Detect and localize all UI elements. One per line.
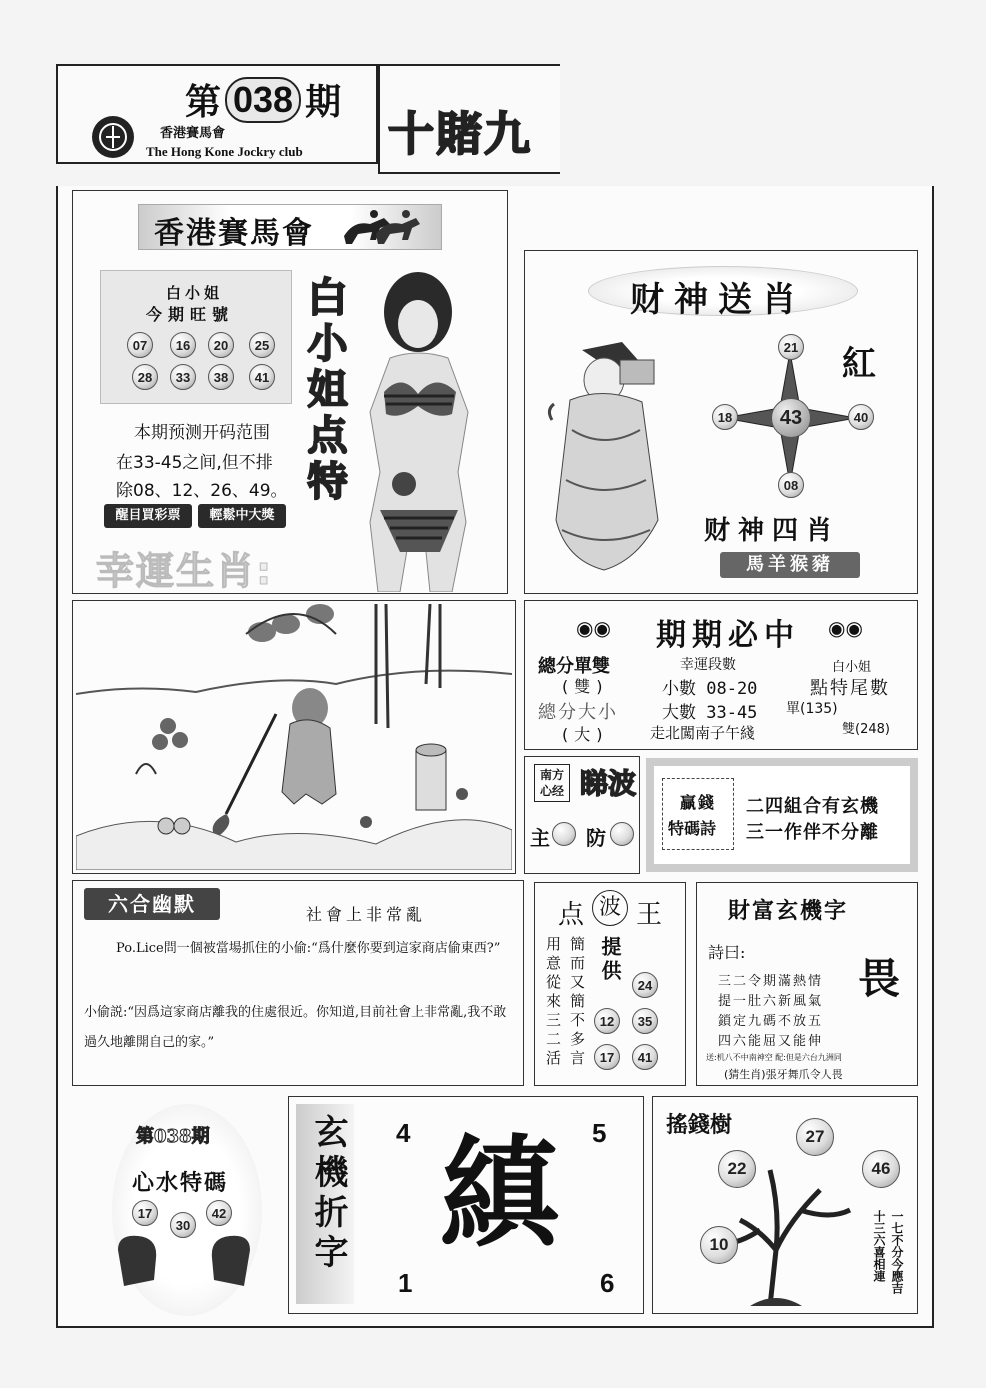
caishen-bottom-ball: 08	[778, 472, 804, 498]
xuanji-num-tr: 5	[592, 1118, 607, 1148]
qiqi-row2-b: 小數 08-20	[662, 679, 758, 699]
money-tree-image	[690, 1130, 860, 1306]
xuanji-label: 玄機折字	[308, 1114, 348, 1274]
caifu-guess: (猜生肖)張牙舞爪令人畏	[724, 1068, 843, 1081]
xuanji-num-bl: 1	[398, 1268, 413, 1298]
tree-side-text-2: 十三六喜相連	[872, 1210, 886, 1282]
dianbo-ball: 35	[632, 1008, 658, 1034]
xuanji-num-br: 6	[600, 1268, 615, 1298]
caifu-line-1: 三二令期滿熱情	[718, 974, 824, 989]
tree-ball: 46	[862, 1150, 900, 1188]
poem-label-1: 贏錢	[680, 793, 717, 812]
qiqi-row1-a: 總分單雙	[538, 656, 610, 677]
hkjc-number-ball: 28	[132, 364, 158, 390]
qiqi-row3-b: 大數 33-45	[662, 703, 758, 723]
qiqi-row4-a: (大)	[562, 725, 609, 744]
xinshui-ball: 30	[170, 1212, 196, 1238]
hkjc-number-ball: 33	[170, 364, 196, 390]
qiqi-row2-c: 點特尾數	[810, 678, 890, 699]
dianbo-title-2: 波	[592, 890, 628, 926]
caishen-title: 财神送肖	[630, 280, 806, 320]
poem-line-1: 二四組合有玄機	[746, 796, 879, 817]
range-line-3: 除08、12、26、49。	[116, 481, 288, 501]
poem-line-2: 三一作伴不分離	[746, 822, 879, 843]
xinshui-ball: 17	[132, 1200, 158, 1226]
poem-label-box	[662, 778, 734, 850]
range-line-1: 本期预测开码范围	[134, 423, 270, 443]
nanfang-main: 主	[530, 826, 550, 850]
tree-side-text-1: 一七不分今應吉	[890, 1210, 904, 1294]
decor-balls-left: ◉◉	[576, 616, 611, 640]
tree-ball: 22	[718, 1150, 756, 1188]
qiqi-row4-b: 走北闖南子午綫	[650, 724, 756, 742]
tree-ball: 10	[700, 1226, 738, 1264]
caishen-center-ball: 43	[771, 398, 811, 438]
caishen-left-ball: 18	[712, 404, 738, 430]
xinshui-ball: 42	[206, 1200, 232, 1226]
horse-racing-icon	[340, 206, 424, 252]
slogan-2: 輕鬆中大獎	[198, 504, 286, 528]
dianbo-ball: 41	[632, 1044, 658, 1070]
caifu-poem-label: 詩曰:	[708, 943, 746, 962]
humor-para-1: Po.Lice問一個被當場抓住的小偷:“爲什麼你要到這家商店偷東西?”	[116, 941, 501, 956]
humor-subtitle: 社會上非常亂	[306, 905, 427, 924]
slogan-1: 醒目買彩票	[104, 504, 192, 528]
miss-title-1: 白小姐	[166, 284, 224, 302]
dianbo-col-1: 簡而又簡不多言	[568, 936, 586, 1069]
issue-number: 038	[225, 77, 301, 123]
nanfang-tag: 南方心经	[534, 764, 570, 802]
qiqi-row1-b: 幸運段數	[680, 657, 736, 673]
xinshui-tag: 第038期	[136, 1126, 210, 1147]
poem-label-2: 特碼詩	[668, 819, 717, 838]
caishen-color-label: 紅	[842, 344, 876, 384]
xuanji-big-char: 縝	[440, 1123, 560, 1264]
four-zodiac-label: 财神四肖	[704, 516, 841, 546]
hkjc-number-ball: 20	[208, 332, 234, 358]
qiqi-row1-c: 白小姐	[832, 660, 872, 675]
nanfang-main-ball	[552, 822, 576, 846]
caishen-god-image	[542, 320, 672, 582]
issue-suffix: 期	[305, 81, 342, 123]
banner-text: 十賭九	[388, 107, 532, 161]
hkjc-number-ball: 38	[208, 364, 234, 390]
dianbo-title-3: 王	[636, 900, 663, 930]
caifu-line-2: 提一肚六新風氣	[718, 994, 824, 1009]
tree-title: 搖錢樹	[666, 1112, 733, 1138]
miss-vertical-title: 白小姐点特	[301, 276, 348, 506]
caishen-right-ball: 40	[848, 404, 874, 430]
nanfang-defend-ball	[610, 822, 634, 846]
qiqi-row3-c: 單(135)	[786, 701, 838, 717]
decor-balls-right: ◉◉	[828, 616, 863, 640]
dianbo-ball: 17	[594, 1044, 620, 1070]
qiqi-title: 期期必中	[656, 618, 800, 653]
qiqi-row2-a: (雙)	[562, 677, 609, 696]
dianbo-title-1: 点	[558, 900, 585, 930]
dianbo-ball: 12	[594, 1008, 620, 1034]
four-zodiac-value: 馬羊猴豬	[720, 552, 860, 578]
range-line-2: 在33-45之间,但不排	[116, 453, 273, 473]
caifu-big-char: 畏	[858, 954, 901, 1003]
dianbo-col-2: 用意從來三二活	[544, 936, 562, 1069]
boxing-gloves-icon	[114, 1230, 254, 1298]
tree-ball: 27	[796, 1118, 834, 1156]
qiqi-row3-a: 總分大小	[538, 702, 618, 723]
xuanji-num-tl: 4	[396, 1118, 411, 1148]
cartoon-illustration	[76, 604, 512, 870]
caishen-top-ball: 21	[778, 334, 804, 360]
issue-prefix: 第	[185, 81, 222, 123]
caifu-note: 送:机八不中南神空 配:但是六台九洲同	[706, 1053, 842, 1062]
xinshui-title: 心水特碼	[132, 1170, 229, 1196]
miss-title-2: 今期旺號	[146, 305, 235, 324]
hkjc-logo	[92, 116, 134, 158]
hkjc-number-ball: 41	[249, 364, 275, 390]
caifu-line-3: 鎖定九碼不放五	[718, 1014, 824, 1029]
nanfang-title: 睇波	[580, 767, 637, 800]
nanfang-defend: 防	[586, 826, 606, 850]
club-name-en: The Hong Kone Jockry club	[146, 144, 303, 159]
club-name-cn: 香港賽馬會	[160, 126, 226, 141]
hkjc-number-ball: 25	[249, 332, 275, 358]
hkjc-number-ball: 07	[127, 332, 153, 358]
model-figure-image	[340, 262, 500, 592]
humor-tag: 六合幽默	[84, 888, 220, 920]
qiqi-row4-c: 雙(248)	[842, 722, 890, 737]
hkjc-number-ball: 16	[170, 332, 196, 358]
caifu-line-4: 四六能屈又能伸	[718, 1034, 824, 1049]
issue-title	[185, 74, 341, 125]
dianbo-provide: 提供	[598, 936, 622, 984]
caifu-title: 財富玄機字	[728, 898, 849, 924]
dianbo-ball: 24	[632, 972, 658, 998]
hkjc-title: 香港賽馬會	[154, 216, 314, 251]
humor-para-2: 小偷説:“因爲這家商店離我的住處很近。你知道,目前社會上非常亂,我不敢過久地離開自己的家。”	[84, 1005, 507, 1050]
lucky-zodiac-label: 幸運生肖:	[96, 549, 274, 593]
